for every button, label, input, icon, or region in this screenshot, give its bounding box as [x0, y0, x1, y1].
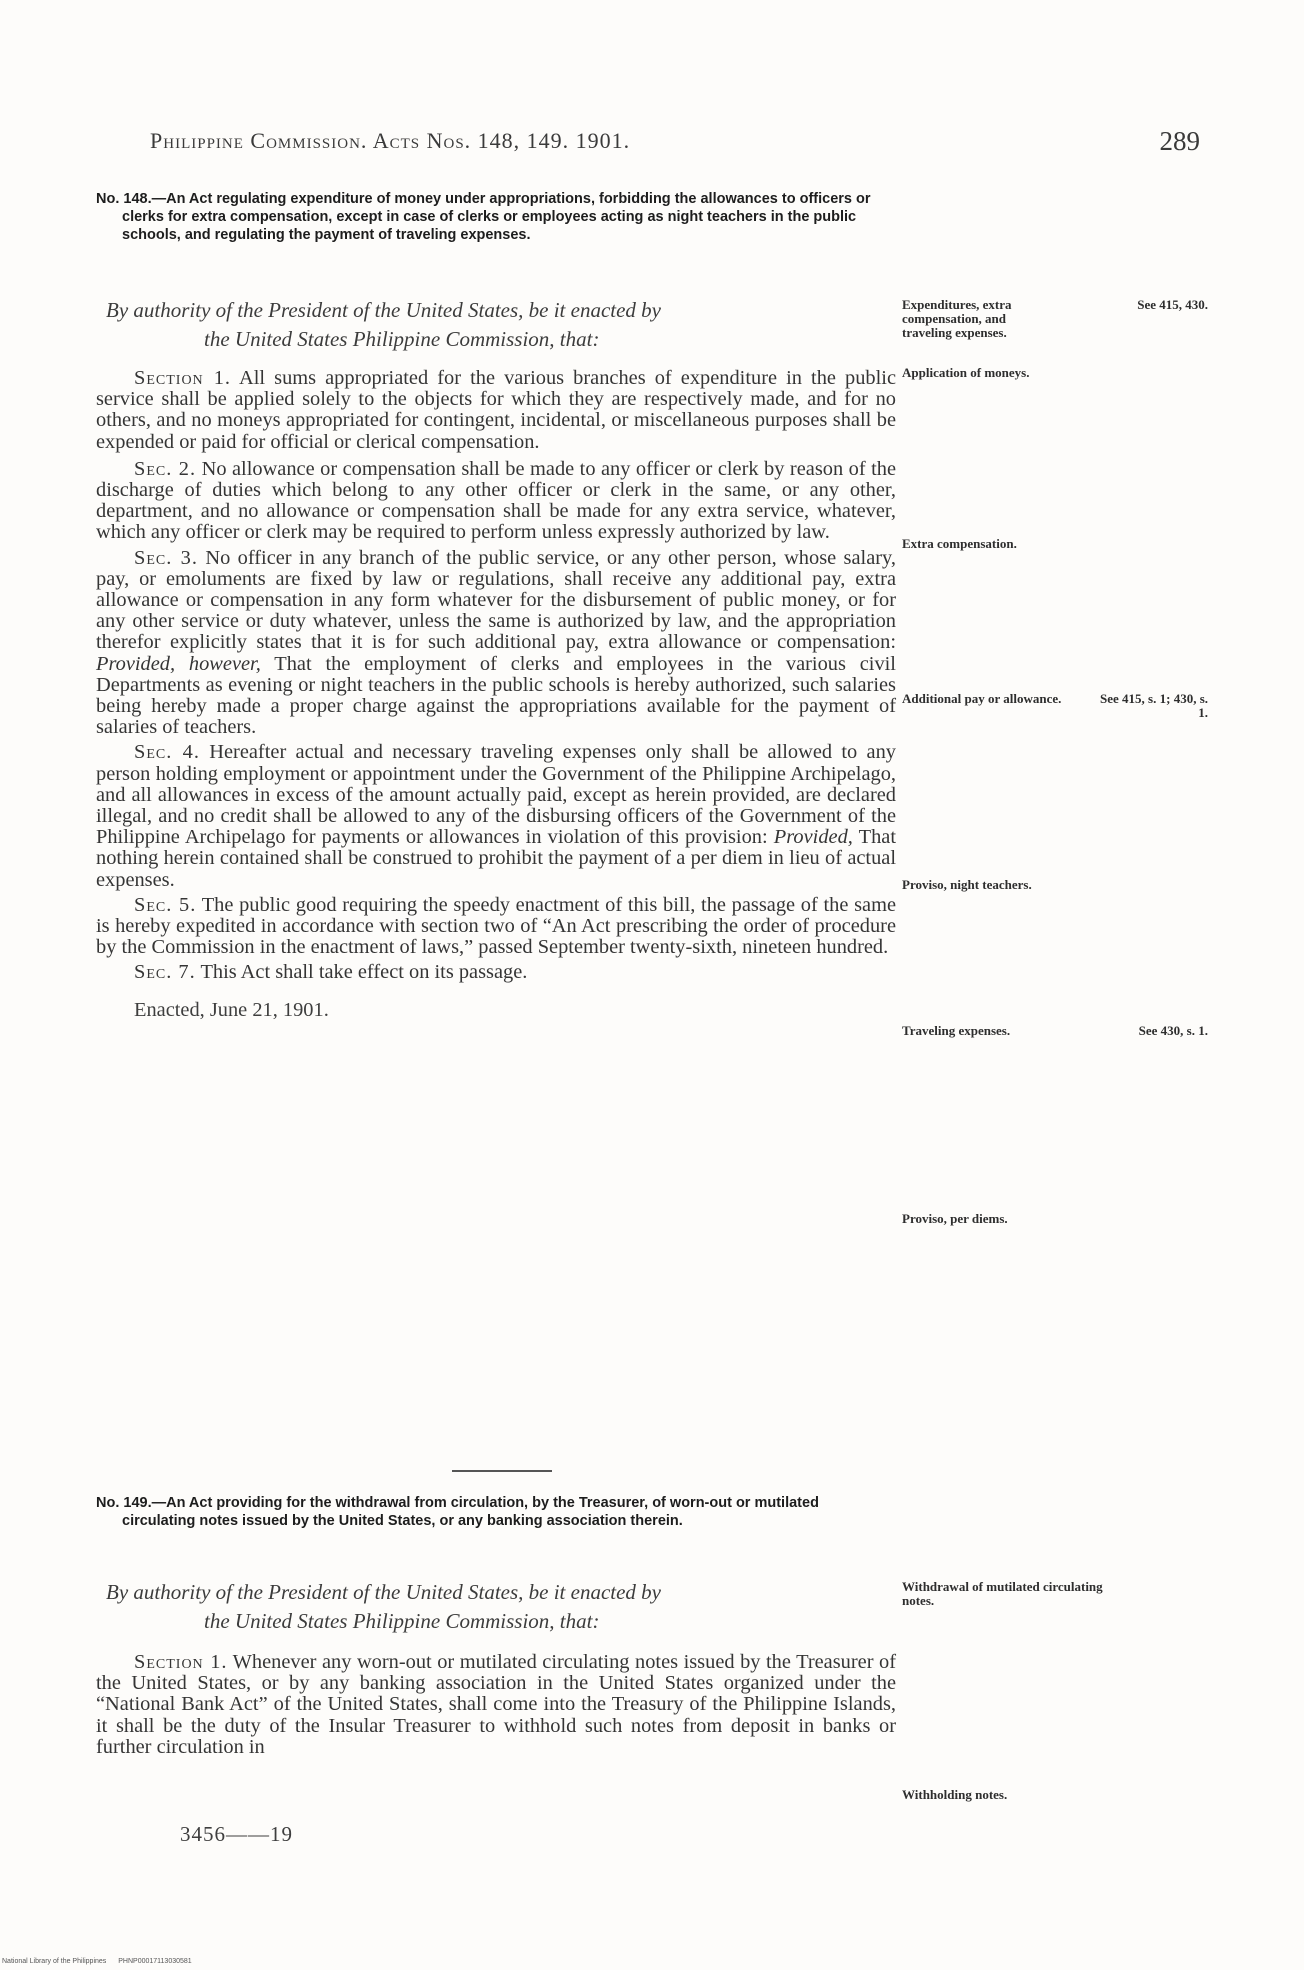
section-lead: Sec. 3. [134, 546, 198, 569]
proviso-phrase: Provided, however, [96, 652, 261, 675]
act-148-section-3 [96, 548, 896, 739]
running-head [150, 128, 1200, 160]
margin-note-night-teachers: Proviso, night teachers. [902, 877, 1032, 892]
margin-note-expenditures: Expenditures, extra compensation, and traveling expenses. [902, 297, 1012, 340]
act-149-heading: No. 149.—An Act providing for the withdrawal from circulation, by the Treasurer, of worn-out or mutilated circulating notes issued by the United States, or any banking association therein. [96, 1495, 819, 1529]
section-lead: Sec. 4. [134, 741, 200, 764]
section-text: No officer in any branch of the public service, or any other person, whose salary, pay, or emoluments are fixed by law or regulations, shall receive any additional pay, extra allowance or compensation in any form whatever for the disbursement of public money, or for any other service or duty whatever, unless the same is authorized by law, and the appropriation therefor explicitly states that it is for such additional pay, extra allowance or compensation: [96, 546, 896, 654]
act-148-heading: No. 148.—An Act regulating expenditure of money under appropriations, forbidding the allowances to officers or clerks for extra compensation, except in case of clerks or employees acting as night teachers in the public schools, and regulating the payment of traveling expenses. [96, 191, 871, 243]
proviso-phrase: Provided, [773, 826, 853, 849]
margin-ref-additional-pay: See 415, s. 1; 430, s. 1. [1100, 691, 1208, 720]
margin-note-per-diems: Proviso, per diems. [902, 1211, 1008, 1226]
section-text: That nothing herein contained shall be construed to prohibit the payment of a per diem in lieu of actual expenses. [96, 826, 896, 891]
margin-note-traveling-expenses: Traveling expenses. [902, 1023, 1011, 1038]
act-148-section-2 [96, 459, 896, 544]
act-149-heading-block [96, 1494, 896, 1530]
act-148-enacting-clause [96, 296, 896, 354]
section-text: The public good requiring the speedy enactment of this bill, the passage of the same is hereby expedited in accordance with section two of “An Act prescribing the order of procedure by the Commission in the enactment of laws,” passed September twenty-sixth, nineteen hundred. [96, 893, 896, 959]
section-lead: Sec. 5. [134, 893, 197, 916]
act-149-enacting-clause [96, 1578, 896, 1636]
act-149-body [96, 1652, 896, 1758]
act-148-enacting-line-2: the United States Philippine Commission, that: [204, 327, 600, 351]
margin-note-withholding: Withholding notes. [902, 1787, 1008, 1802]
scan-footer [2, 1958, 202, 1965]
act-148-enacted-date: Enacted, June 21, 1901. [134, 998, 329, 1021]
act-148-section-5 [96, 895, 896, 959]
signature-mark: 3456——19 [180, 1822, 293, 1846]
act-148-enacting-line-1: By authority of the President of the United States, be it enacted by [106, 298, 662, 322]
section-lead: Section 1. [134, 367, 232, 389]
act-149-section-1 [96, 1652, 896, 1758]
section-text: Hereafter actual and necessary traveling expenses only shall be allowed to any person holding employment or appointment under the Government of the Philippine Archipelago, and all allowances in excess of the amount actually paid, except as herein provided, are declared illegal, and no credit shall be allowed to any of the disbursing officers of the Government of the Philippine Archipelago for payments or allowances in violation of this provision: [96, 741, 897, 849]
section-lead: Section 1. [134, 1651, 228, 1673]
act-148-heading-block [96, 190, 896, 244]
act-148-section-7 [96, 962, 896, 983]
footer-source: National Library of the Philippines [2, 1958, 107, 1965]
section-lead: Sec. 2. [134, 457, 197, 480]
act-149-enacting-line-1: By authority of the President of the United States, be it enacted by [106, 1580, 662, 1604]
act-148-body [96, 368, 896, 1022]
act-148-section-1 [96, 368, 896, 453]
margin-note-additional-pay: Additional pay or allowance. [902, 691, 1062, 706]
page-number: 289 [1159, 126, 1200, 156]
margin-note-application-of-moneys: Application of moneys. [902, 365, 1030, 380]
act-148-section-4 [96, 742, 896, 890]
section-text: This Act shall take effect on its passage. [200, 961, 528, 984]
section-text: Whenever any worn-out or mutilated circulating notes issued by the Treasurer of the United States, or by any banking association in the United States organized under the “National Bank Act” of the United States, shall come into the Treasury of the Philippine Islands, it shall be the duty of the Insular Treasurer to withhold such notes from deposit in banks or further circulation in [96, 1651, 896, 1758]
section-lead: Sec. 7. [134, 961, 196, 984]
act-149-enacting-line-2: the United States Philippine Commission, that: [204, 1609, 600, 1633]
footer-code: PHNP00017113030581 [118, 1958, 192, 1965]
margin-ref-expenditures: See 415, 430. [1137, 297, 1208, 312]
section-divider [452, 1470, 552, 1472]
running-title: Philippine Commission. Acts Nos. 148, 149. 1901. [150, 128, 631, 153]
section-text: That the employment of clerks and employees in the various civil Departments as evening or night teachers in the public schools is hereby authorized, such salaries being hereby made a proper charge against the appropriations available for the payment of salaries of teachers. [96, 652, 896, 739]
margin-ref-traveling-expenses: See 430, s. 1. [1138, 1023, 1208, 1038]
margin-note-withdrawal: Withdrawal of mutilated circulating notes. [902, 1579, 1103, 1608]
margin-note-extra-compensation: Extra compensation. [902, 536, 1017, 551]
section-text: No allowance or compensation shall be made to any officer or clerk by reason of the discharge of duties which belong to any other officer or clerk in the same, or any other, department, and no allowance or compensation shall be made for any extra service, whatever, which any officer or clerk may be required to perform unless expressly authorized by law. [96, 457, 896, 544]
section-text: All sums appropriated for the various branches of expenditure in the public service shall be applied solely to the objects for which they are respectively made, and for no others, and no moneys appropriated for contingent, incidental, or miscellaneous purposes shall be expended or paid for official or clerical compensation. [96, 367, 896, 453]
